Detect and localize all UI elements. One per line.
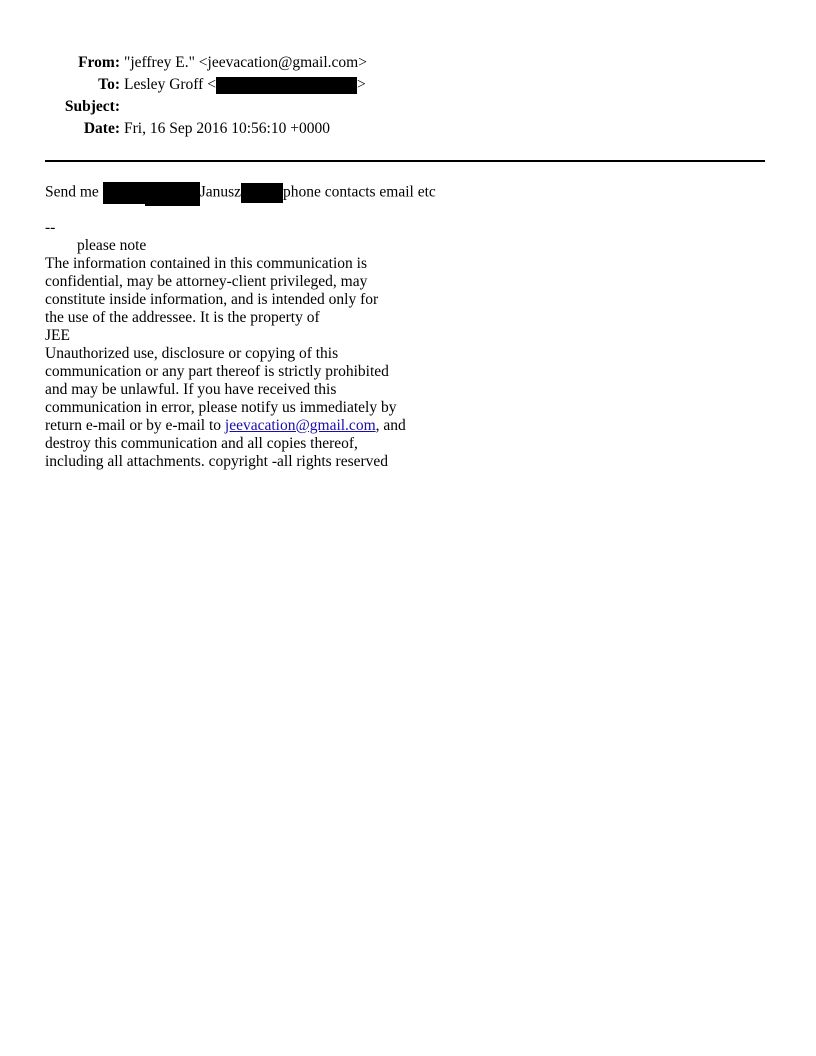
redaction-body-1 xyxy=(103,182,145,204)
sig-return-suffix: , and xyxy=(375,417,406,434)
sig-line: and may be unlawful. If you have received this xyxy=(45,381,337,398)
date-row xyxy=(45,118,367,140)
sig-line: the use of the addressee. It is the property of xyxy=(45,309,320,326)
to-name: Lesley Groff < xyxy=(124,76,216,93)
redaction-to-email xyxy=(216,77,357,94)
sig-line: including all attachments. copyright -all rights reserved xyxy=(45,453,389,470)
sig-line: destroy this communication and all copies thereof, xyxy=(45,435,358,452)
body-send-me: Send me xyxy=(45,183,99,201)
from-value: "jeffrey E." <jeevacation@gmail.com> xyxy=(124,54,367,71)
from-row xyxy=(45,52,367,74)
date-value: Fri, 16 Sep 2016 10:56:10 +0000 xyxy=(124,120,330,137)
body-janusz: Janusz xyxy=(199,183,242,201)
subject-row xyxy=(45,96,367,118)
sig-line: communication in error, please notify us immediately by xyxy=(45,399,397,416)
sig-line: constitute inside information, and is intended only for xyxy=(45,291,379,308)
subject-label: Subject: xyxy=(64,98,120,115)
sig-please-note: please note xyxy=(77,237,147,254)
redaction-body-3 xyxy=(241,183,283,203)
sig-return-prefix: return e-mail or by e-mail to xyxy=(45,417,225,434)
subject-value xyxy=(124,96,367,118)
sig-line: JEE xyxy=(45,327,70,344)
to-row xyxy=(45,74,367,96)
date-label: Date: xyxy=(83,120,120,137)
to-close: > xyxy=(356,76,366,93)
sig-return-line xyxy=(45,417,406,435)
sig-line: Unauthorized use, disclosure or copying of this xyxy=(45,345,339,362)
to-value-cell xyxy=(124,74,367,96)
redaction-body-2 xyxy=(145,182,200,206)
email-header xyxy=(45,52,367,140)
sig-dashes: -- xyxy=(45,219,56,236)
body-rest: phone contacts email etc xyxy=(283,183,436,201)
email-signature xyxy=(45,219,406,471)
from-label: From: xyxy=(78,54,120,71)
sig-line: The information contained in this communication is xyxy=(45,255,367,272)
sig-line: confidential, may be attorney-client privileged, may xyxy=(45,273,368,290)
sig-line: communication or any part thereof is strictly prohibited xyxy=(45,363,389,380)
message-body xyxy=(45,180,436,204)
header-divider xyxy=(45,160,765,162)
to-label: To: xyxy=(98,76,120,93)
email-link[interactable]: jeevacation@gmail.com xyxy=(224,417,376,434)
